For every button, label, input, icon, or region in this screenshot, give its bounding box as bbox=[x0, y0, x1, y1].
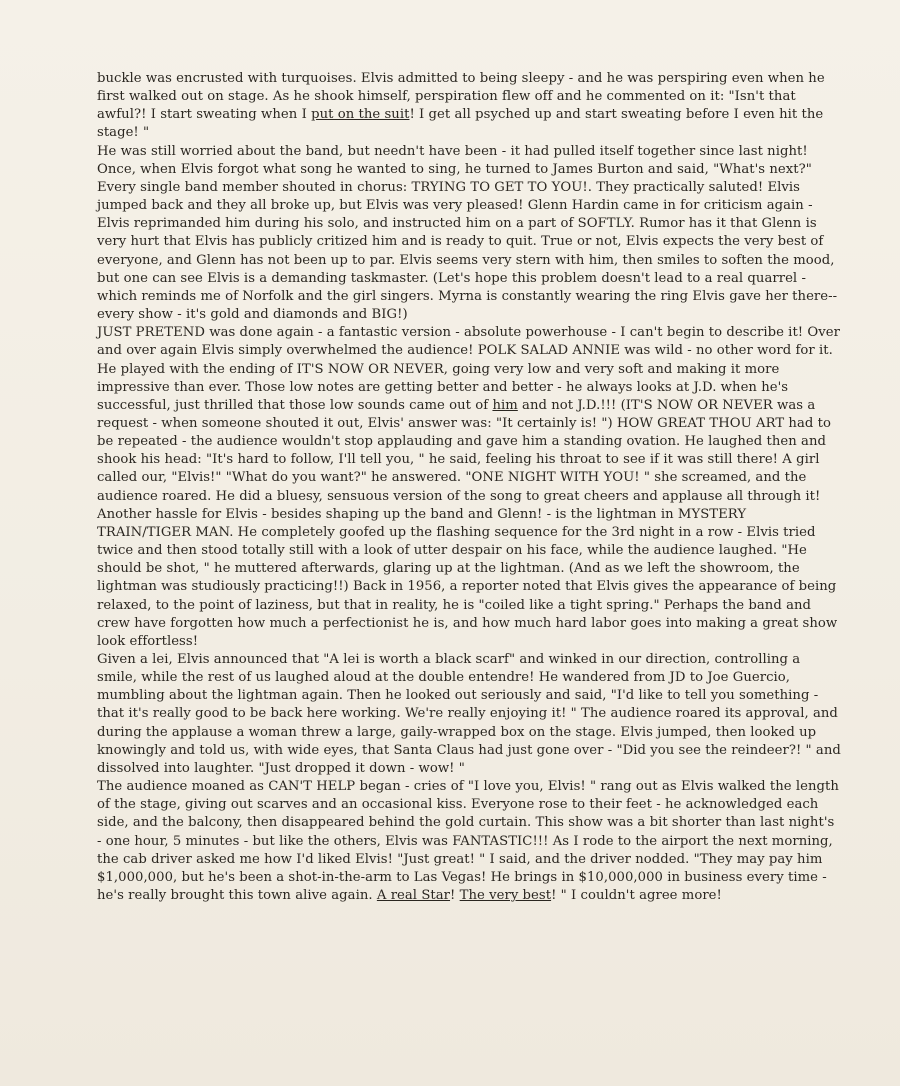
underlined-phrase: him bbox=[492, 397, 518, 413]
paragraph-2 bbox=[97, 143, 842, 325]
underlined-phrase: put on the suit bbox=[311, 107, 410, 123]
text-run: Another hassle for Elvis - besides shaping up the band and Glenn! - is the lightman in MYSTERY TRAIN/TIGER MAN. He completely goofed up the flashing sequence for the 3rd night in a row - Elvis tried twice and then stood totally still with a look of utter despair on his face, while the audience laughed. "He should be shot, " he muttered afterwards, glaring up at the lightman. (And as we left the showroom, the lightman was studiously practicing!!) Back in 1956, a reporter noted that Elvis gives the appearance of being relaxed, to the point of laziness, but that in reality, he is "coiled like a tight spring." Perhaps the band and crew have forgotten how much a perfectionist he is, and how much hard labor goes into making a great show look effortless! bbox=[97, 506, 838, 649]
text-run: He was still worried about the band, but needn't have been - it had pulled itself together since last night! Once, when Elvis forgot what song he wanted to sing, he turned to James Burton and said, "What's next?" Every single band member shouted in chorus: TRYING TO GET TO YOU!. They practically saluted! Elvis jumped back and they all broke up, but Elvis was very pleased! Glenn Hardin came in for criticism again - Elvis reprimanded him during his solo, and instructed him on a part of SOFTLY. Rumor has it that Glenn is very hurt that Elvis has publicly critized him and is ready to quit. True or not, Elvis expects the very best of everyone, and Glenn has not been up to par. Elvis seems very stern with him, then smiles to soften the mood, but one can see Elvis is a demanding taskmaster. (Let's hope this problem doesn't lead to a real quarrel - which reminds me of Norfolk and the girl singers. Myrna is constantly wearing the ring Elvis gave her there-- every show - it's gold and diamonds and BIG!) bbox=[97, 143, 838, 323]
paragraph-4 bbox=[97, 506, 842, 651]
text-run: ! bbox=[450, 888, 460, 904]
text-run: The audience moaned as CAN'T HELP began - cries of "I love you, Elvis! " rang out as Elvis walked the length of the stage, giving out scarves and an occasional kiss. Everyone rose to their feet - he acknowledged each side, and the balcony, then disappeared behind the gold curtain. This show was a bit shorter than last night's - one hour, 5 minutes - but like the others, Elvis was FANTASTIC!!! As I rode to the airport the next morning, the cab driver asked me how I'd liked Elvis! "Just great! " I said, and the driver nodded. "They may pay him $1,000,000, but he's been a shot-in-the-arm to Las Vegas! He brings in $10,000,000 in business every time - he's really brought this town alive again. bbox=[97, 779, 839, 904]
text-run: ! " I couldn't agree more! bbox=[551, 888, 722, 904]
text-run: Given a lei, Elvis announced that "A lei is worth a black scarf" and winked in our direction, controlling a smile, while the rest of us laughed aloud at the double entendre! He wandered from JD to Joe Guercio, mumbling about the lightman again. Then he looked out seriously and said, "I'd like to tell you something - that it's really good to be back here working. We're really enjoying it! " The audience roared its approval, and during the applause a woman threw a large, gaily-wrapped box on the stage. Elvis jumped, then looked up knowingly and told us, with wide eyes, that Santa Claus had just gone over - "Did you see the reindeer?! " and dissolved into laughter. "Just dropped it down - wow! " bbox=[97, 652, 841, 776]
paragraph-5 bbox=[97, 651, 842, 778]
paragraph-6 bbox=[97, 778, 842, 905]
paragraph-3 bbox=[97, 324, 842, 506]
text-run: ! I get all psyched up and start sweating before I even hit the stage! " bbox=[97, 107, 824, 141]
paragraph-1 bbox=[97, 70, 842, 143]
text-run: and not J.D.!!! (IT'S NOW OR NEVER was a request - when someone shouted it out, Elvis' answer was: "It certainly is! ") HOW GREAT THOU ART had to be repeated - the audience wouldn't stop applauding and gave him a standing ovation. He laughed then and shook his head: "It's hard to follow, I'll tell you, " he said, feeling his throat to see if it was still there! A girl called our, "Elvis!" "What do you want?" he answered. "ONE NIGHT WITH YOU! " she screamed, and the audience roared. He did a bluesy, sensuous version of the song to great cheers and applause all through it! bbox=[97, 397, 831, 504]
text-run: buckle was encrusted with turquoises. Elvis admitted to being sleepy - and he was perspiring even when he first walked out on stage. As he shook himself, perspiration flew off and he commented on it: "Isn't that awful?! I start sweating when I bbox=[97, 71, 825, 123]
text-run: JUST PRETEND was done again - a fantastic version - absolute powerhouse - I can't begin to describe it! Over and over again Elvis simply overwhelmed the audience! POLK SALAD ANNIE was wild - no other word for it. He played with the ending of IT'S NOW OR NEVER, going very low and very soft and making it more impressive than ever. Those low notes are getting better and better - he always looks at J.D. when he's successful, just thrilled that those low sounds came out of bbox=[97, 325, 840, 413]
underlined-phrase: A real Star bbox=[376, 888, 451, 904]
article-body bbox=[97, 70, 842, 905]
underlined-phrase: The very best bbox=[459, 888, 552, 904]
